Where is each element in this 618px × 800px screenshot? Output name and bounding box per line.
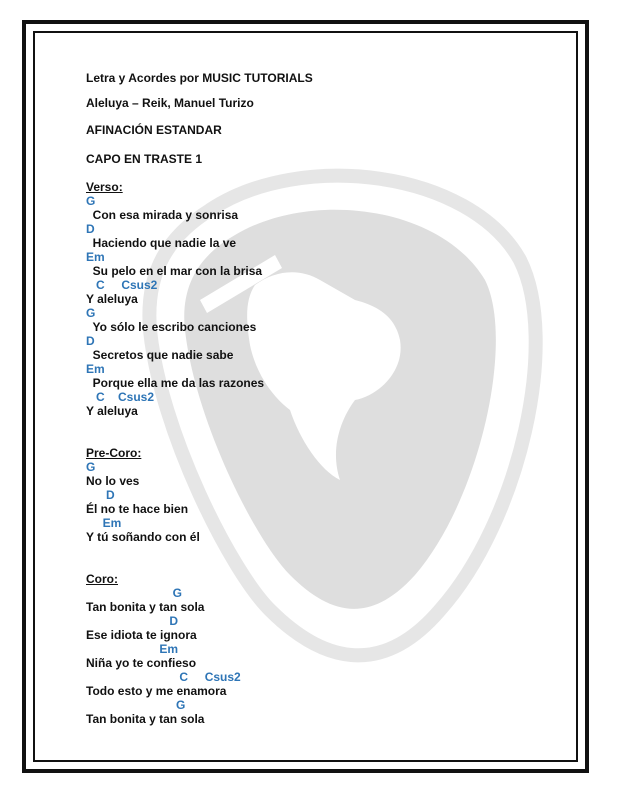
chord-line: G <box>86 194 96 208</box>
chord-line: D <box>86 334 95 348</box>
lyric-line: No lo ves <box>86 474 140 488</box>
lyric-line: Tan bonita y tan sola <box>86 712 205 726</box>
chord-line: D <box>86 614 179 628</box>
song-title: Aleluya – Reik, Manuel Turizo <box>86 96 254 110</box>
section-heading-coro: Coro: <box>86 572 118 586</box>
chord-line: C Csus2 <box>86 670 241 684</box>
chord-line: G <box>86 698 186 712</box>
lyric-line: Porque ella me da las razones <box>86 376 265 390</box>
capo-label: CAPO EN TRASTE 1 <box>86 152 203 166</box>
chord-line: D <box>86 222 95 236</box>
chord-line: Em <box>86 516 122 530</box>
lyric-line: Yo sólo le escribo canciones <box>86 320 257 334</box>
chord-line: D <box>86 488 115 502</box>
lyric-line: Y aleluya <box>86 404 138 418</box>
chord-line: Em <box>86 642 179 656</box>
chord-line: G <box>86 460 96 474</box>
chord-line: Em <box>86 250 105 264</box>
chord-line: G <box>86 306 96 320</box>
lyric-line: Niña yo te confieso <box>86 656 197 670</box>
lyric-line: Su pelo en el mar con la brisa <box>86 264 263 278</box>
section-heading-precoro: Pre-Coro: <box>86 446 142 460</box>
lyric-line: Todo esto y me enamora <box>86 684 227 698</box>
chord-line: Em <box>86 362 105 376</box>
credit-line: Letra y Acordes por MUSIC TUTORIALS <box>86 71 313 85</box>
lyric-line: Y aleluya <box>86 292 138 306</box>
chord-line: C Csus2 <box>86 390 155 404</box>
lyric-line: Él no te hace bien <box>86 502 189 516</box>
lyric-line: Ese idiota te ignora <box>86 628 197 642</box>
lyric-line: Tan bonita y tan sola <box>86 600 205 614</box>
lyric-line: Y tú soñando con él <box>86 530 200 544</box>
lyric-line: Con esa mirada y sonrisa <box>86 208 239 222</box>
lyric-line: Secretos que nadie sabe <box>86 348 234 362</box>
section-heading-verso: Verso: <box>86 180 123 194</box>
tuning-label: AFINACIÓN ESTANDAR <box>86 123 222 137</box>
lyric-line: Haciendo que nadie la ve <box>86 236 237 250</box>
chord-line: C Csus2 <box>86 278 158 292</box>
chord-line: G <box>86 586 183 600</box>
